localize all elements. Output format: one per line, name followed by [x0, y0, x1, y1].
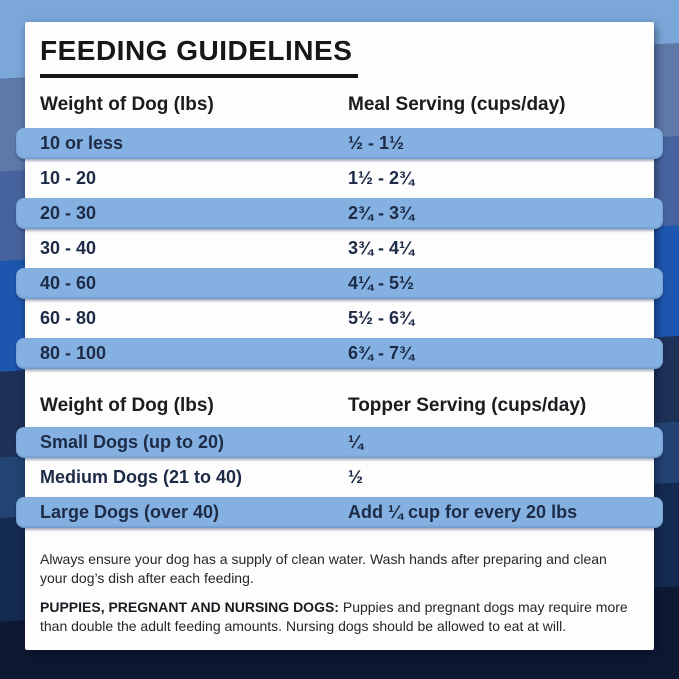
weight-cell: 30 - 40	[40, 238, 97, 258]
guidelines-card	[25, 22, 654, 650]
serving-cell: ½ - 1½	[348, 133, 405, 153]
serving-cell: 3¾ - 4¼	[348, 238, 415, 258]
weight-cell: Large Dogs (over 40)	[40, 502, 220, 522]
weight-cell: 20 - 30	[40, 203, 97, 223]
puppies-note	[40, 598, 632, 635]
serving-cell: 2¾ - 3¾	[348, 203, 415, 223]
table-row	[25, 163, 654, 194]
table-row	[16, 128, 663, 159]
meal-table-col1-header: Weight of Dog (lbs)	[40, 94, 214, 115]
water-note: Always ensure your dog has a supply of clean water. Wash hands after preparing and clean your dog’s dish after each feeding.	[40, 551, 607, 586]
topper-table-col2-header: Topper Serving (cups/day)	[348, 395, 587, 416]
topper-table-col1-header: Weight of Dog (lbs)	[40, 395, 214, 416]
table-row	[16, 268, 663, 299]
puppies-note-label: PUPPIES, PREGNANT AND NURSING DOGS:	[40, 599, 339, 616]
weight-cell: 60 - 80	[40, 308, 97, 328]
table-row	[16, 198, 663, 229]
weight-cell: Medium Dogs (21 to 40)	[40, 467, 243, 487]
weight-cell: 10 or less	[40, 133, 124, 153]
serving-cell: Add ¼ cup for every 20 lbs	[348, 502, 578, 522]
weight-cell: 80 - 100	[40, 343, 107, 363]
table-row	[25, 303, 654, 334]
topper-table-header	[25, 395, 654, 417]
page-title: FEEDING GUIDELINES	[40, 35, 358, 78]
table-row	[16, 497, 663, 528]
serving-cell: 5½ - 6¾	[348, 308, 415, 328]
weight-cell: 10 - 20	[40, 168, 97, 188]
meal-table-col2-header: Meal Serving (cups/day)	[348, 94, 566, 115]
table-row	[16, 338, 663, 369]
serving-cell: 4¼ - 5½	[348, 273, 415, 293]
table-row	[16, 427, 663, 458]
weight-cell: Small Dogs (up to 20)	[40, 432, 225, 452]
serving-cell: 1½ - 2¾	[348, 168, 415, 188]
footer-notes	[25, 550, 654, 635]
table-row	[25, 233, 654, 264]
serving-cell: ½	[348, 467, 364, 487]
serving-cell: 6¾ - 7¾	[348, 343, 415, 363]
puppies-note-text: Puppies and pregnant dogs may require more than double the adult feeding amounts. Nursing dogs should be allowed to eat at will.	[40, 599, 628, 634]
meal-table-header	[25, 94, 654, 116]
table-row	[25, 462, 654, 493]
serving-cell: ¼	[348, 432, 364, 452]
weight-cell: 40 - 60	[40, 273, 97, 293]
